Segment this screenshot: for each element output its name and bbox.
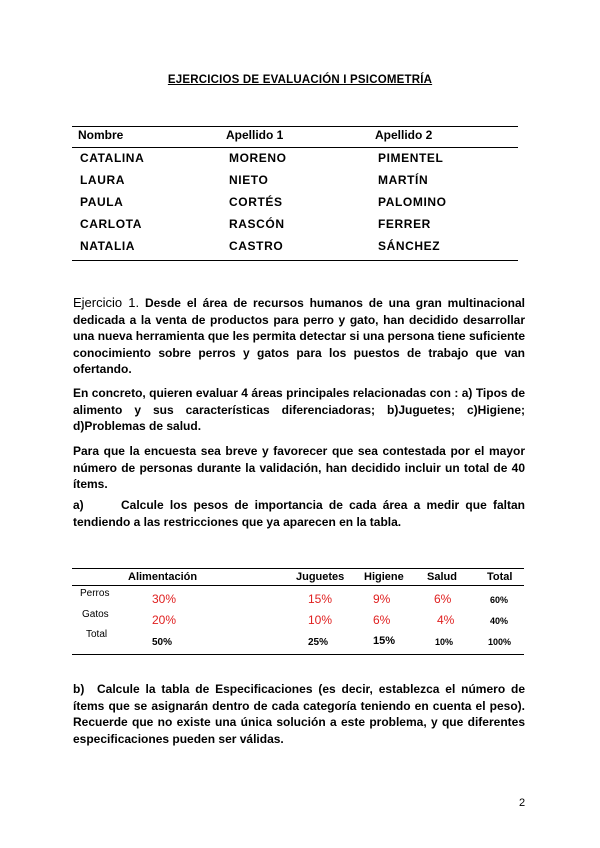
weights-row-label-gatos: Gatos [82,609,109,620]
weights-header-higiene: Higiene [364,571,404,583]
student-name: CATALINA [80,151,145,165]
weights-cell-perros-total: 60% [490,595,509,605]
question-a-text: Calcule los pesos de importancia de cada área a medir que faltan tendiendo a las restricciones que ya aparecen en la tabla. [73,498,525,529]
students-table-top-rule [72,126,518,127]
weights-table-bottom-rule [72,654,524,655]
weights-table-top-rule [72,568,524,569]
weights-row-label-perros: Perros [80,588,110,599]
weights-cell-perros-alimentacion: 30% [152,592,177,606]
question-a [73,497,525,530]
question-b [73,681,525,747]
students-header-apellido2: Apellido 2 [375,128,433,142]
page-number: 2 [519,797,526,809]
weights-table-header-rule [72,585,524,586]
exercise-paragraph-3: Para que la encuesta sea breve y favorecer que sea contestada por el mayor número de personas durante la validación, han decidido incluir un total de 40 ítems. [73,444,525,491]
student-surname1: RASCÓN [229,217,285,231]
student-name: PAULA [80,195,124,209]
student-surname2: PALOMINO [378,195,447,209]
weights-cell-gatos-juguetes: 10% [308,613,333,627]
exercise-paragraph-2: En concreto, quieren evaluar 4 áreas principales relacionadas con : a) Tipos de alimento y sus características diferenciadoras; b)Juguetes; c)Higiene; d)Problemas de salud. [73,386,525,433]
question-b-text: Calcule la tabla de Especificaciones (es decir, establezca el número de ítems que se asignarán dentro de cada categoría teniendo en cuenta el peso). Recuerde que no existe una única solución a este problema, y que diferentes especificaciones pueden ser válidas. [73,682,525,746]
weights-cell-total-higiene: 15% [373,635,396,647]
exercise-paragraph-1 [73,295,525,378]
question-a-label: a) [73,498,84,512]
weights-cell-gatos-salud: 4% [437,613,455,627]
weights-cell-perros-higiene: 9% [373,592,391,606]
weights-header-juguetes: Juguetes [296,571,345,583]
student-surname1: CASTRO [229,239,284,253]
weights-cell-perros-juguetes: 15% [308,592,333,606]
student-surname2: MARTÍN [378,173,429,187]
student-name: NATALIA [80,239,136,253]
student-name: LAURA [80,173,125,187]
student-surname2: PIMENTEL [378,151,444,165]
weights-cell-total-salud: 10% [435,637,454,647]
weights-header-salud: Salud [427,571,457,583]
students-header-apellido1: Apellido 1 [226,128,284,142]
weights-row-label-total: Total [86,629,108,640]
weights-header-alimentacion: Alimentación [128,571,198,583]
weights-cell-gatos-alimentacion: 20% [152,613,177,627]
student-surname1: MORENO [229,151,287,165]
weights-header-total: Total [487,571,513,583]
exercise-p1-text: Desde el área de recursos humanos de una gran multinacional dedicada a la venta de productos para perro y gato, han decidido desarrollar una nueva herramienta que les permita detectar si una persona tiene suficiente conocimiento sobre perros y gatos para los puestos de trabajo que van ofertando. [73,296,526,376]
exercise-label: Ejercicio 1. [73,295,140,310]
page-title: EJERCICIOS DE EVALUACIÓN I PSICOMETRÍA [167,74,433,86]
question-b-label: b) [73,682,85,696]
students-header-nombre: Nombre [78,128,124,142]
weights-cell-gatos-total: 40% [490,616,509,626]
student-surname2: SÁNCHEZ [378,239,441,253]
student-name: CARLOTA [80,217,142,231]
weights-cell-total-alimentacion: 50% [152,637,173,648]
student-surname1: NIETO [229,173,269,187]
students-table-bottom-rule [72,260,518,261]
weights-cell-total-juguetes: 25% [308,637,329,648]
student-surname1: CORTÉS [229,195,283,209]
student-surname2: FERRER [378,217,431,231]
weights-cell-gatos-higiene: 6% [373,613,391,627]
weights-cell-total-total: 100% [488,637,512,647]
students-table-header-rule [72,147,518,148]
weights-cell-perros-salud: 6% [434,592,452,606]
